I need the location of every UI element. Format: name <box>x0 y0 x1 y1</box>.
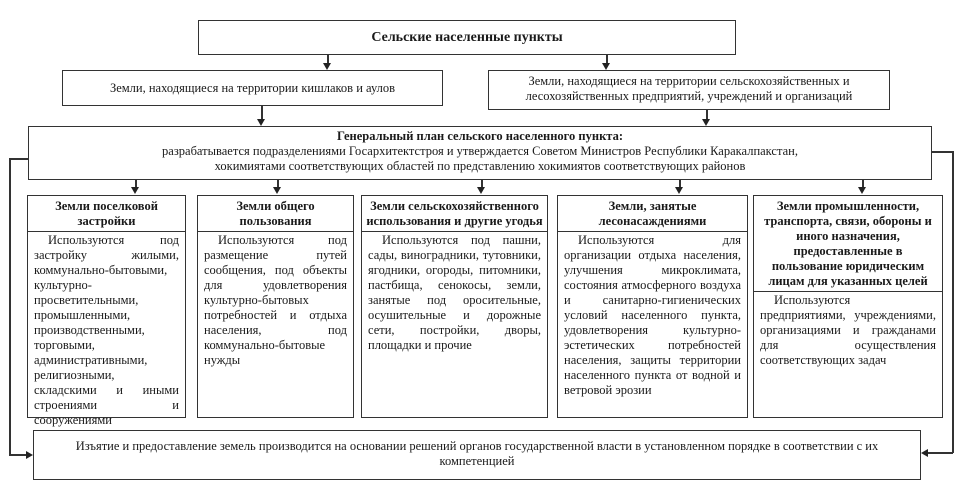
enterprise-lands-text: Земли, находящиеся на территории сельскохозяйственных и лесохозяйственных предприятий, учреждений и организаций <box>525 74 853 103</box>
connector-left-plan <box>261 106 263 120</box>
footer-text: Изъятие и предоставление земель производится на основании решений органов государственной власти в установленном порядке в соответствии с их компетенцией <box>75 439 879 468</box>
category-body: Используются под застройку жилыми, коммунально-бытовыми, культурно-просветительными, промышленными, производственными, торговыми, административными, религиозными, складскими и иными строениями и сооружениями <box>34 233 179 427</box>
category-heading: Земли поселковой застройки <box>28 196 185 232</box>
arrow-left-icon <box>921 449 928 457</box>
arrow-down-icon <box>675 187 683 194</box>
kishlak-lands-box <box>62 70 443 106</box>
arrow-down-icon <box>323 63 331 70</box>
general-plan-heading: Генеральный план сельского населенного пункта: <box>337 129 623 143</box>
category-box-public <box>197 195 354 418</box>
arrow-down-icon <box>273 187 281 194</box>
loop-left-top <box>9 158 28 160</box>
loop-right-vertical <box>952 151 954 453</box>
arrow-down-icon <box>602 63 610 70</box>
footer-box <box>33 430 921 480</box>
category-body: Используются предприятиями, учреждениями, организациями и гражданами для осуществления соответствующих задач <box>760 293 936 367</box>
category-box-settlement <box>27 195 186 427</box>
category-heading: Земли сельскохозяйственного использования и другие угодья <box>362 196 547 232</box>
kishlak-lands-text: Земли, находящиеся на территории кишлаков и аулов <box>109 80 396 95</box>
loop-right-top <box>932 151 953 153</box>
category-heading: Земли общего пользования <box>198 196 353 232</box>
loop-right-bottom <box>928 452 953 454</box>
general-plan-box <box>28 126 932 180</box>
arrow-down-icon <box>858 187 866 194</box>
title-box <box>198 20 736 55</box>
title-text: Сельские населенные пункты <box>371 29 563 45</box>
general-plan-line2: хокимиятами соответствующих областей по представлению хокимиятов соответствующих районов <box>214 159 746 173</box>
category-body: Используются под размещение путей сообщения, под объекты для удовлетворения культурно-бытовых потребностей и отдыха населения, под коммунально-бытовые нужды <box>204 233 347 367</box>
category-box-forest <box>557 195 748 418</box>
arrow-down-icon <box>131 187 139 194</box>
category-heading: Земли, занятые лесонасаждениями <box>558 196 747 232</box>
enterprise-lands-box <box>488 70 890 110</box>
general-plan-line1: разрабатывается подразделениями Госархитектстроя и утверждается Советом Министров Республики Каракалпакстан, <box>162 144 798 158</box>
category-box-agricultural <box>361 195 548 418</box>
arrow-down-icon <box>257 119 265 126</box>
arrow-right-icon <box>26 451 33 459</box>
category-body: Используются для организации отдыха населения, улучшения микроклимата, состояния атмосферного воздуха и санитарно-гигиенических условий населенного пункта, удовлетворения культурно-эстетических потребностей населения, защиты территории населенного пункта от водной и ветровой эрозии <box>564 233 741 397</box>
loop-left-vertical <box>9 158 11 455</box>
category-box-industry <box>753 195 943 418</box>
category-heading: Земли промышленности, транспорта, связи, обороны и иного назначения, предоставленные в пользование юридическим лицам для указанных целей <box>754 196 942 292</box>
category-body: Используются под пашни, сады, виноградники, тутовники, ягодники, огороды, питомники, пастбища, сенокосы, земли, занятые под оросительные, осушительные и дорожные сети, постройки, дворы, площадки и прочие <box>368 233 541 352</box>
arrow-down-icon <box>477 187 485 194</box>
loop-left-bottom <box>9 454 27 456</box>
arrow-down-icon <box>702 119 710 126</box>
